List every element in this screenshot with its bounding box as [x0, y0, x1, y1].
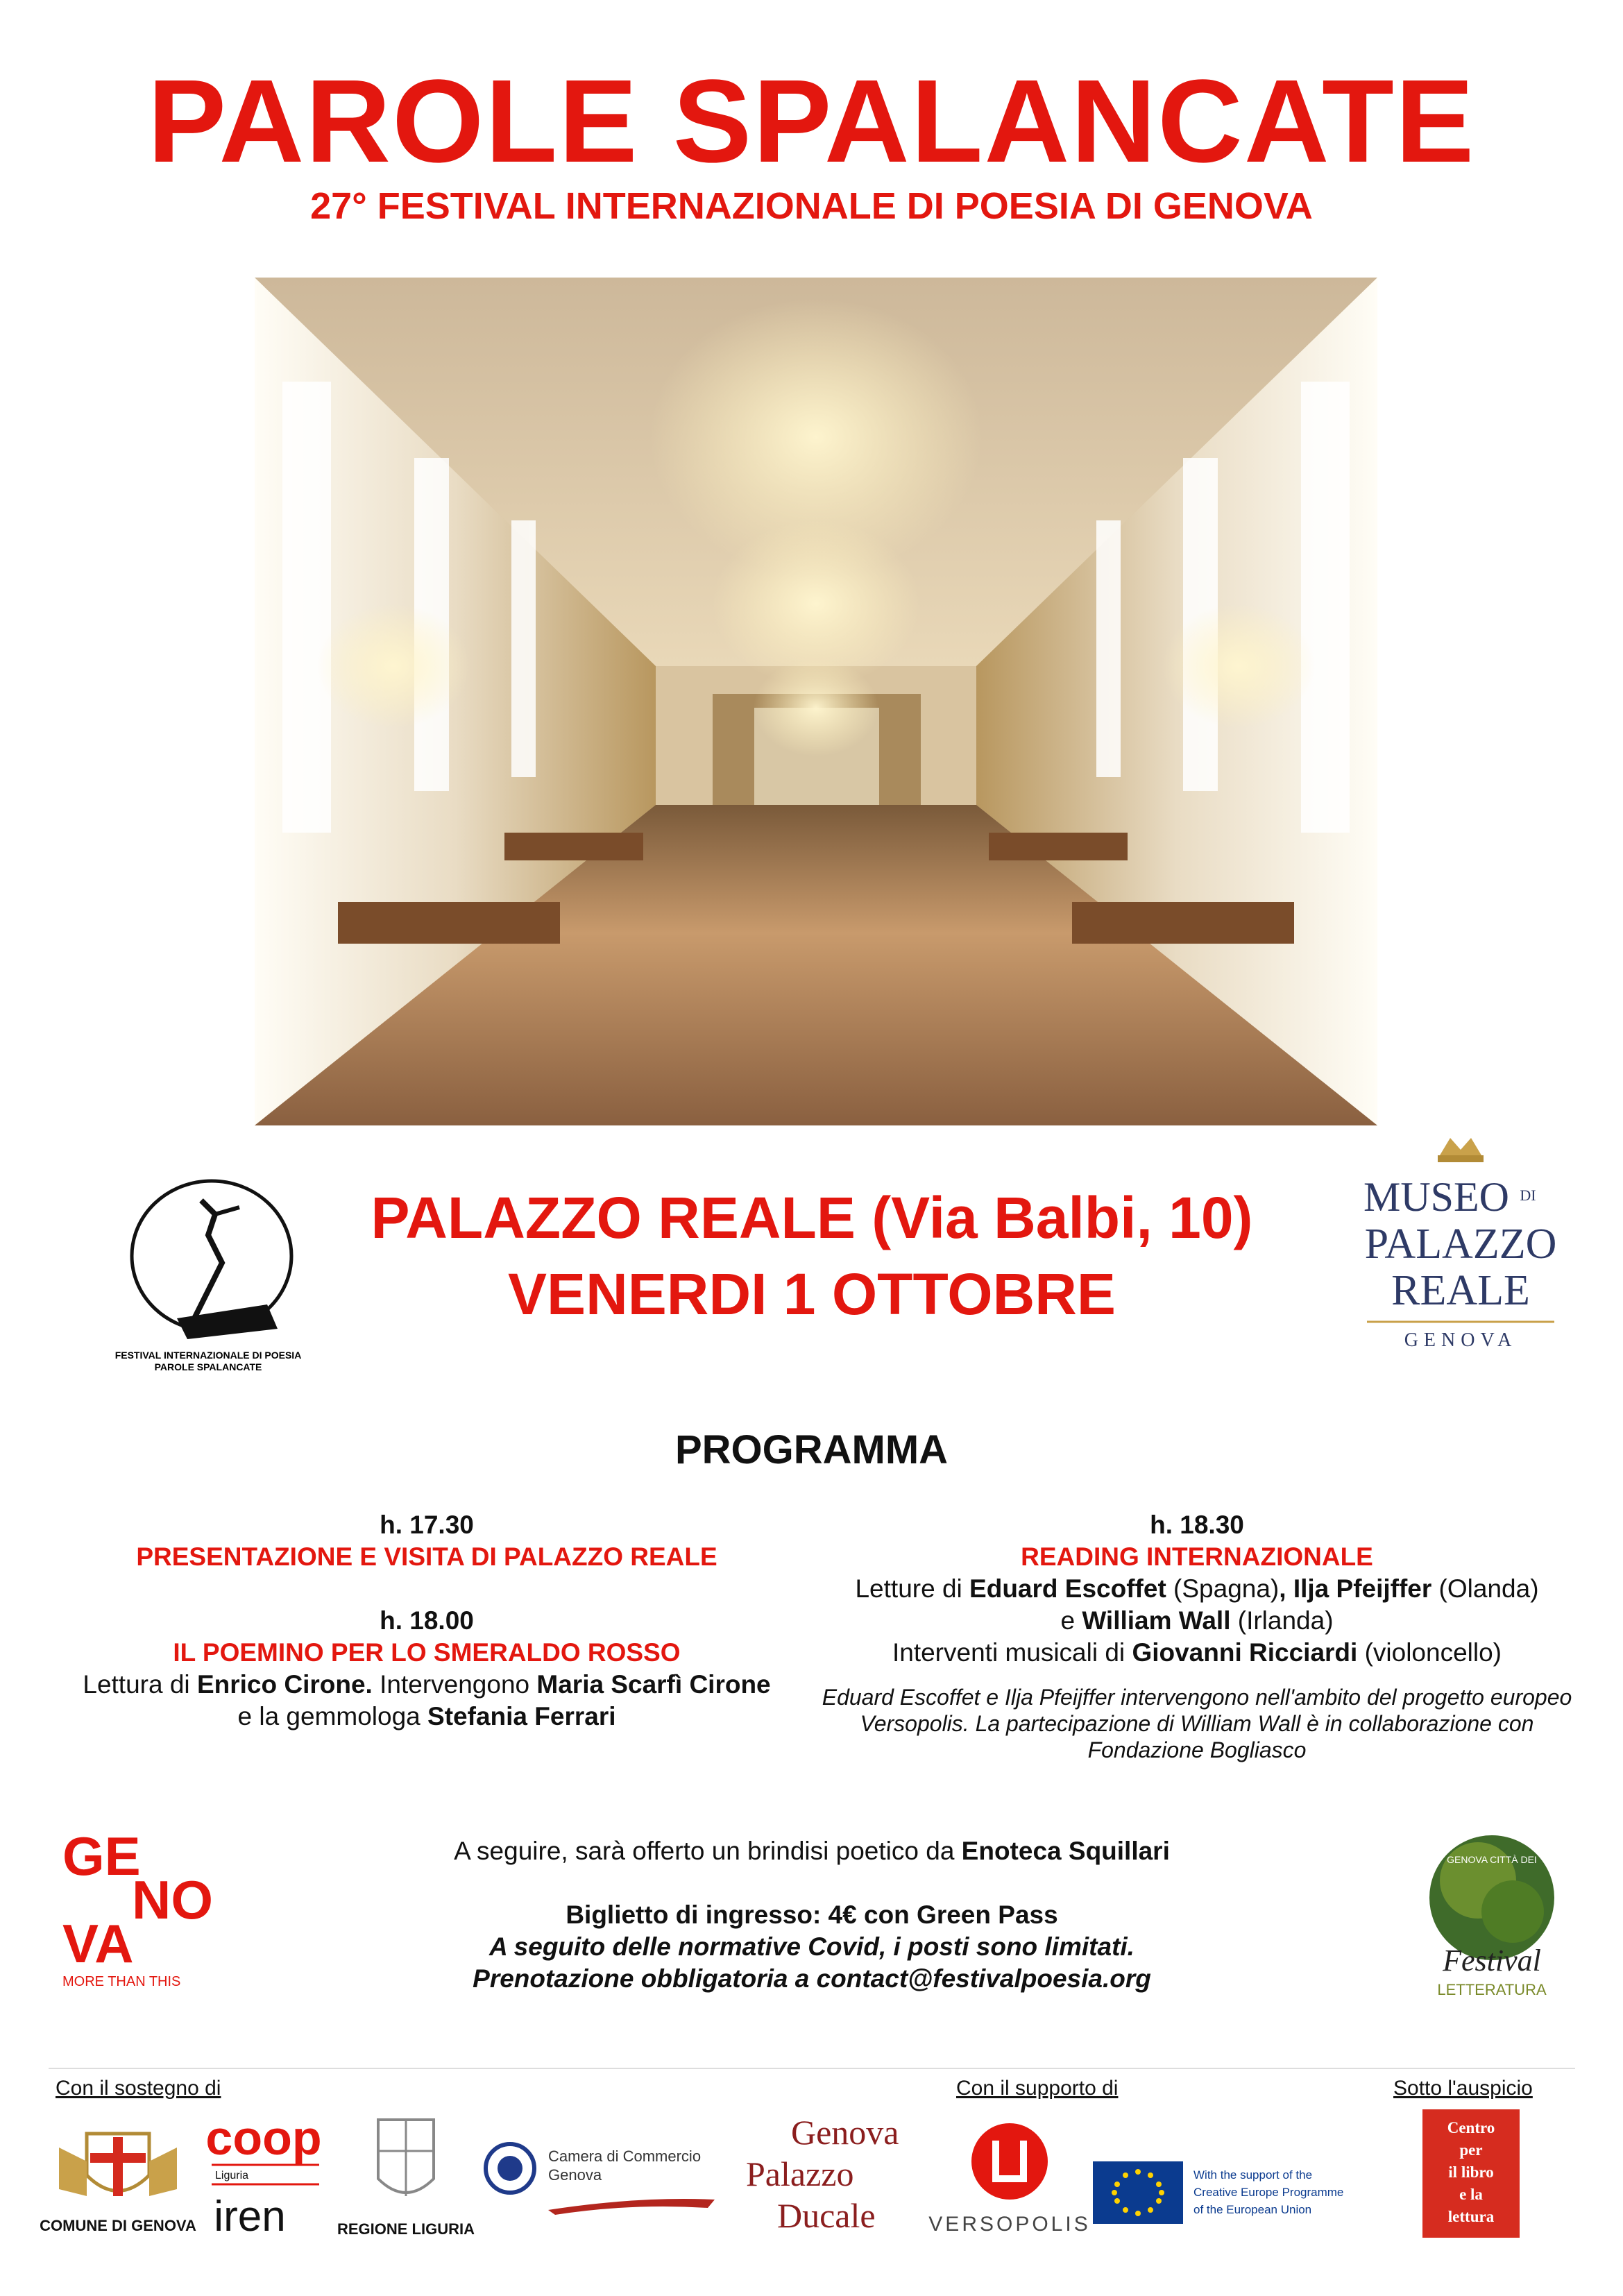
event2-line1: Lettura di Enrico Cirone. Intervengono Maria Scarfì Cirone	[83, 1670, 771, 1699]
ducale-ducale: Ducale	[777, 2196, 876, 2235]
camera-line2: Genova	[548, 2166, 602, 2184]
museo-palazzo-reale-logo	[1353, 1134, 1568, 1363]
covid-notice: A seguito delle normative Covid, i posti sono limitati.	[489, 1932, 1135, 1961]
genova-tagline: MORE THAN THIS	[62, 1974, 181, 1989]
hall-of-mirrors-photo	[255, 278, 1377, 1125]
iren-word: iren	[214, 2193, 286, 2240]
footer-divider	[49, 2068, 1575, 2069]
venue-location: PALAZZO REALE (Via Balbi, 10)	[371, 1185, 1253, 1250]
eu-line2: Creative Europe Programme	[1193, 2186, 1344, 2199]
event2-line2: e la gemmologa Stefania Ferrari	[237, 1702, 616, 1730]
event-date: VENERDI 1 OTTOBRE	[508, 1261, 1116, 1327]
coat-of-arms-icon	[59, 2134, 177, 2196]
event3-title: READING INTERNAZIONALE	[1021, 1542, 1373, 1571]
fest-lett-ring: GENOVA CITTÀ DEI	[1447, 1854, 1537, 1865]
centro-1: Centro	[1447, 2119, 1495, 2136]
camera-line1: Camera di Commercio	[548, 2148, 702, 2165]
ticket-info: Biglietto di ingresso: 4€ con Green Pass	[566, 1900, 1058, 1929]
festival-letteratura-logo	[1416, 1821, 1568, 2016]
auspicio-label: Sotto l'auspicio	[1393, 2077, 1533, 2100]
ducale-genova: Genova	[791, 2113, 899, 2152]
museo-word: MUSEO	[1363, 1174, 1510, 1220]
booking-info: Prenotazione obbligatoria a contact@festivalpoesia.org	[473, 1964, 1151, 1993]
event2-time: h. 18.00	[380, 1606, 474, 1635]
centro-2: per	[1459, 2141, 1483, 2159]
centro-4: e la	[1459, 2186, 1483, 2203]
versopolis-circle-icon	[971, 2123, 1048, 2200]
event2-title: IL POEMINO PER LO SMERALDO ROSSO	[173, 1638, 681, 1667]
centro-per-il-libro-logo	[1422, 2109, 1520, 2238]
brindisi-line: A seguire, sarà offerto un brindisi poetico da Enoteca Squillari	[454, 1837, 1170, 1865]
chamber-emblem-icon	[486, 2144, 534, 2193]
regione-label: REGIONE LIGURIA	[337, 2220, 475, 2238]
event3-time: h. 18.30	[1150, 1511, 1244, 1539]
festival-subtitle: 27° FESTIVAL INTERNAZIONALE DI POESIA DI GENOVA	[310, 185, 1313, 227]
eu-line1: With the support of the	[1193, 2168, 1313, 2182]
ducale-palazzo: Palazzo	[746, 2154, 854, 2193]
genova-va: VA	[62, 1913, 134, 1974]
museo-genova: GENOVA	[1404, 1329, 1518, 1351]
coop-iren-logo	[201, 2109, 326, 2241]
event3-line3: Interventi musicali di Giovanni Ricciardi (violoncello)	[892, 1638, 1502, 1667]
crown-icon	[1438, 1138, 1484, 1162]
versopolis-label: VERSOPOLIS	[928, 2213, 1091, 2236]
festival-logo-line2: PAROLE SPALANCATE	[154, 1361, 262, 1372]
genova-more-than-this-logo	[62, 1826, 243, 1991]
coop-word: coop	[205, 2111, 322, 2165]
coop-sub: Liguria	[215, 2170, 249, 2182]
centro-5: lettura	[1447, 2208, 1495, 2225]
museo-palazzo: PALAZZO	[1364, 1221, 1557, 1268]
genova-ge: GE	[62, 1826, 141, 1887]
versopolis-note: Eduard Escoffet e Ilja Pfeijffer intervengono nell'ambito del progetto europeo Versopolis. La partecipazione di William Wall è in collaborazione con Fondazione Bogliasco	[822, 1685, 1572, 1762]
programma-heading: PROGRAMMA	[674, 1427, 949, 1472]
regione-liguria-logo	[330, 2113, 482, 2241]
palazzo-ducale-logo	[736, 2113, 916, 2245]
event3-line2: e William Wall (Irlanda)	[1060, 1606, 1334, 1635]
centro-3: il libro	[1448, 2163, 1494, 2181]
event1-title: PRESENTAZIONE E VISITA DI PALAZZO REALE	[136, 1542, 717, 1571]
comune-label: COMUNE DI GENOVA	[40, 2217, 196, 2234]
fest-lett-word: Festival	[1443, 1944, 1541, 1978]
festival-title: PAROLE SPALANCATE	[147, 56, 1476, 187]
festival-poesia-logo	[111, 1173, 305, 1374]
regione-shield-icon	[378, 2120, 434, 2196]
fest-lett-sub: LETTERATURA	[1437, 1981, 1547, 1998]
museo-reale: REALE	[1391, 1267, 1530, 1314]
museo-di: DI	[1520, 1187, 1536, 1204]
event3-line1: Letture di Eduard Escoffet (Spagna), Ilja Pfeijffer (Olanda)	[855, 1574, 1539, 1603]
versopolis-logo	[928, 2116, 1091, 2238]
supporto-label: Con il supporto di	[956, 2077, 1119, 2100]
genova-no: NO	[132, 1869, 213, 1930]
eu-creative-europe-logo	[1089, 2158, 1367, 2227]
eu-line3: of the European Union	[1193, 2203, 1312, 2216]
festival-logo-line1: FESTIVAL INTERNAZIONALE DI POESIA	[114, 1350, 302, 1361]
camera-di-commercio-logo	[479, 2130, 729, 2220]
event1-time: h. 17.30	[380, 1511, 474, 1539]
sostegno-label: Con il sostegno di	[56, 2077, 221, 2100]
comune-di-genova-logo	[38, 2120, 198, 2238]
